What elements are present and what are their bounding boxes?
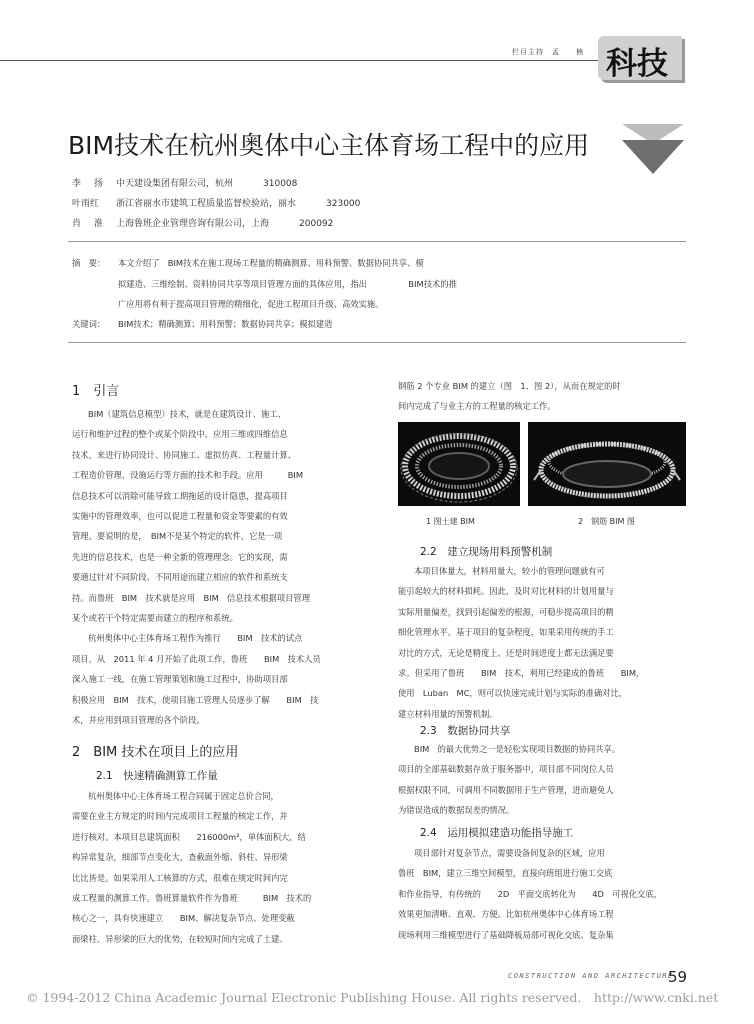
body-line: 技术，来进行协同设计、协同施工、虚拟仿真、工程量计算、 (72, 449, 297, 460)
figure-caption: 2 钢筋 BIM 图 (578, 517, 635, 526)
body-line: BIM（建筑信息模型）技术，就是在建筑设计、施工、 (88, 409, 286, 419)
body-line: 项目，从 2011 年 4 月开始了此项工作，鲁班 BIM 技术人员 (72, 653, 321, 664)
section-body (398, 739, 688, 821)
section-badge (598, 36, 682, 80)
author-affiliation: 上海鲁班企业管理咨询有限公司，上海 (116, 219, 270, 229)
body-line: BIM 的最大优势之一是轻松实现项目数据的协同共享。 (414, 744, 621, 754)
body-line: 术，并应用到项目管理的各个阶段。 (72, 715, 205, 726)
author-row (72, 196, 360, 209)
body-line: 效果更加清晰、直观、方便。比如杭州奥体中心体育场工程 (398, 909, 614, 920)
section-body (72, 786, 362, 949)
body-line: 先进的信息技术，也是一种全新的管理理念。它的实现，需 (72, 551, 288, 562)
abstract-line: 本文介绍了 BIM技术在施工现场工程量的精确测算、用料预警、数据协同共享、模 (118, 258, 424, 268)
section-heading: 2 BIM 技术在项目上的应用 (72, 745, 239, 760)
author-row (72, 216, 333, 229)
body-line: 建立材料用量的预警机制。 (398, 708, 498, 719)
body-line: 间内完成了与业主方的工程量的核定工作。 (398, 401, 556, 412)
body-line: 能引起较大的材料损耗。因此，及时对比材料的计划用量与 (398, 586, 614, 597)
section-body (398, 843, 688, 945)
body-line: 和作业指导，有传统的 2D 平面交底转化为 4D 可视化交底， (398, 888, 662, 899)
abstract-line: 广应用将有利于提高项目管理的精细化，促进工程项目升级、高效实施。 (118, 299, 384, 309)
keywords: BIM技术；精确测算；用料预警；数据协同共享；模拟建造 (118, 319, 333, 329)
body-line: 项目部针对复杂节点，需要设备间复杂的区域，应用 (414, 848, 605, 858)
body-line: 面梁柱、异形梁的巨大的优势，在较短时间内完成了土建、 (72, 933, 288, 944)
body-line: 积极应用 BIM 技术，使项目施工管理人员逐步了解 BIM 技 (72, 694, 319, 705)
figure-caption: 1 图土建 BIM (426, 517, 475, 526)
body-line: 工程造价管理、设施运行等方面的技术和手段。应用 BIM (72, 470, 304, 481)
body-line: 比比皆是。如果采用人工核算的方式，很难在规定时间内完 (72, 872, 288, 883)
figure-rebar-bim (528, 422, 686, 506)
copyright-notice: © 1994-2012 China Academic Journal Electronic Publishing House. All rights reserved. http://www.cnki.net (26, 990, 719, 1005)
author-name: 李 扬 (72, 179, 106, 189)
body-line: 钢筋 2 个专业 BIM 的建立（图 1、图 2），从而在规定的时 (398, 381, 621, 391)
author-affiliation: 中天建设集团有限公司，杭州 (116, 179, 234, 189)
body-line: 根据权限不同，可调用不同数据用于生产管理，进而避免人 (398, 784, 614, 795)
body-line: 深入施工一线，在施工管理策划和施工过程中，协助项目部 (72, 674, 288, 685)
author-zip: 310008 (263, 179, 298, 189)
body-line: 信息技术可以消除可能导致工期拖延的设计隐患，提高项目 (72, 490, 288, 501)
body-line: 现场利用三维模型进行了基础降板局部可视化交底、复杂集 (398, 929, 614, 940)
subsection-heading: 2.4 运用模拟建造功能指导施工 (420, 827, 574, 839)
section-body (72, 404, 362, 731)
page-number: 59 (668, 968, 688, 986)
body-line: 需要在业主方规定的时间内完成项目工程量的核定工作，并 (72, 811, 288, 822)
section-badge-text: 科技 (606, 46, 668, 82)
author-name: 肖 淮 (72, 219, 106, 229)
keywords-label: 关键词： (72, 319, 106, 329)
author-row (72, 176, 297, 189)
author-zip: 323000 (326, 199, 361, 209)
body-line: 运行和维护过程的整个或某个阶段中，应用三维或四维信息 (72, 429, 288, 440)
body-line: 核心之一，具有快速建立 BIM、解决复杂节点、处理变截 (72, 913, 295, 924)
body-line: 实际用量偏差，找到引起偏差的根源，可稳步提高项目的精 (398, 606, 614, 617)
subsection-heading: 2.1 快速精确测算工作量 (96, 770, 218, 782)
body-line: 持。而鲁班 BIM 技术就是应用 BIM 信息技术根据项目管理 (72, 592, 311, 603)
divider (68, 342, 686, 343)
body-line: 对比的方式，无论是精度上、还是时间进度上都无法满足要 (398, 647, 614, 658)
body-line: 细化管理水平。基于项目的复杂程度，如果采用传统的手工 (398, 627, 614, 638)
body-line: 某个或若干个特定需要而建立的程序和系统。 (72, 613, 238, 624)
body-line: 杭州奥体中心主体育场工程合同属于固定总价合同， (88, 791, 279, 801)
body-line: 构异常复杂，细部节点变化大，查截面外缩、斜柱、异形梁 (72, 852, 288, 863)
journal-name: CONSTRUCTION AND ARCHITECTURE (508, 972, 674, 980)
body-line: 求。但采用了鲁班 BIM 技术，利用已经建成的鲁班 BIM， (398, 668, 645, 679)
body-line: 为错误造成的数据误差的情况。 (398, 805, 515, 816)
body-line: 成工程量的测算工作。鲁班算量软件作为鲁班 BIM 技术的 (72, 893, 312, 904)
divider (68, 241, 686, 242)
body-line: 实施中的管理效率，也可以促进工程量和资金等要素的有效 (72, 511, 288, 522)
author-name: 叶雨红 (72, 199, 100, 209)
subsection-heading: 2.2 建立现场用料预警机制 (420, 546, 553, 558)
body-line: 本项目体量大，材料用量大，较小的管理问题就有可 (414, 566, 605, 576)
author-affiliation: 浙江省丽水市建筑工程质量监督检验站，丽水 (116, 199, 297, 209)
body-line: 进行核对。本项目总建筑面积 216000m²，单体面积大，结 (72, 831, 306, 842)
abstract-label: 摘 要： (72, 258, 106, 268)
subsection-heading: 2.3 数据协同共享 (420, 725, 511, 737)
body-line: 使用 Luban MC，则可以快速完成计划与实际的准确对比， (398, 688, 628, 699)
section-body (398, 561, 688, 724)
author-zip: 200092 (299, 219, 334, 229)
header-rule (0, 60, 600, 61)
body-line: 鲁班 BIM，建立三维空间模型，直接向班组进行施工交底 (398, 868, 613, 879)
article-title: BIM技术在杭州奥体中心主体育场工程中的应用 (68, 131, 590, 160)
figure-civil-bim (398, 422, 520, 506)
abstract-line: 拟建造、三维绘制、资料协同共享等项目管理方面的具体应用，指出 BIM技术的推 (118, 279, 457, 289)
section-heading: 1 引言 (72, 384, 120, 399)
section-body (398, 376, 688, 417)
body-line: 杭州奥体中心主体育场工程作为推行 BIM 技术的试点 (88, 633, 303, 644)
body-line: 管理。要说明的是， BIM不是某个特定的软件，它是一项 (72, 531, 283, 542)
body-line: 项目的全部基础数据存放于服务器中，项目部不同岗位人员 (398, 764, 614, 775)
column-host-label: 栏目主持 孟 楠 (512, 48, 584, 56)
body-line: 要通过针对不同阶段、不同用途而建立相应的软件和系统支 (72, 572, 288, 583)
chevron-down-icon (622, 120, 684, 178)
